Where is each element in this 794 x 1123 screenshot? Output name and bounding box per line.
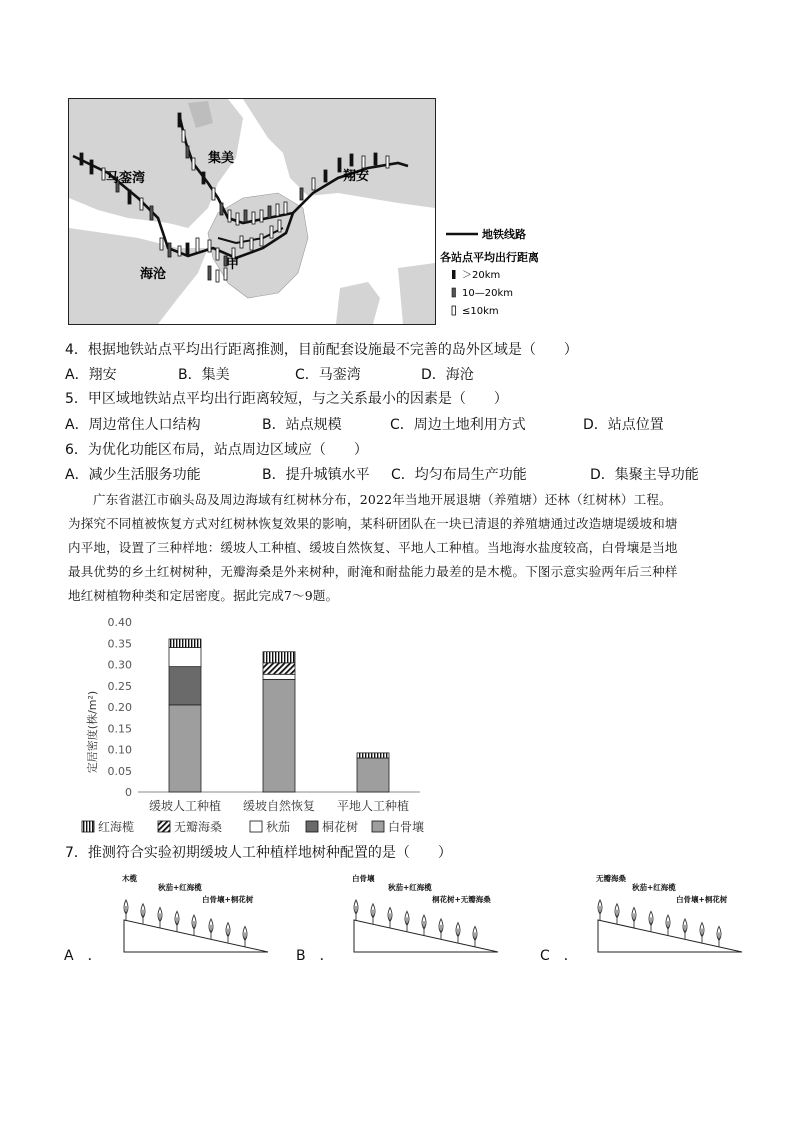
legend-swatch-wubanhaisang [158, 821, 170, 832]
bar-segment [357, 758, 389, 792]
metro-map [68, 98, 538, 326]
q7-option-a[interactable]: A ． [64, 948, 102, 964]
bar-segment [263, 663, 295, 674]
x-tick-label: 缓坡人工种植 [148, 799, 222, 813]
y-tick-label: 0.05 [107, 764, 132, 778]
x-tick-label: 平地人工种植 [336, 799, 410, 813]
q4-option-a[interactable]: A．翔安 [65, 367, 117, 383]
passage-line: 内平地，设置了三种样地：缓坡人工种植、缓坡自然恢复、平地人工种植。当地海水盐度较高，白骨壤是当地 [68, 540, 678, 555]
tree-icon [717, 926, 721, 946]
legend-line-label: 地铁线路 [482, 228, 526, 241]
tree-icon [598, 900, 602, 920]
bar-segment [357, 753, 389, 758]
bar-segment [169, 648, 201, 667]
q4-stem: 4．根据地铁站点平均出行距离推测，目前配套设施最不完善的岛外区域是（ ） [65, 342, 578, 358]
tree-icon [666, 915, 670, 935]
q7-option-c[interactable]: C ． [540, 948, 578, 964]
label-mawan: 马銮湾 [106, 171, 146, 186]
q6-option-d[interactable]: D．集聚主导功能 [590, 467, 699, 483]
legend-le10-label: ≤10km [462, 306, 499, 317]
bar-segment [263, 679, 295, 792]
q5-option-a[interactable]: A．周边常住人口结构 [65, 417, 201, 433]
legend-label-honghailan: 红海榄 [98, 820, 135, 834]
label-xiangan: 翔安 [343, 169, 370, 184]
tree-icon [371, 904, 375, 924]
legend-swatch-honghailan [82, 821, 94, 832]
tree-icon [683, 919, 687, 939]
passage-line: 最具优势的乡土红树树种，无瓣海桑是外来树种，耐淹和耐盐能力最差的是木榄。下图示意实验两年后三种样 [68, 564, 678, 579]
diagram-label: 白骨壤 [352, 874, 375, 883]
tree-icon [649, 911, 653, 931]
y-tick-label: 0.25 [107, 679, 132, 693]
tree-icon [226, 923, 230, 943]
tree-icon [456, 923, 460, 943]
tree-icon [632, 908, 636, 928]
legend-mid-swatch [452, 288, 456, 297]
diagram-label: 白骨壤+桐花树 [202, 895, 254, 904]
y-tick-label: 0.10 [107, 743, 132, 757]
tree-icon [388, 908, 392, 928]
q4-option-b[interactable]: B．集美 [178, 367, 230, 383]
legend-gt20-label: ＞20km [462, 270, 501, 281]
legend-title: 各站点平均出行距离 [440, 251, 538, 264]
bar-segment [169, 705, 201, 792]
tree-icon [175, 911, 179, 931]
q7-option-b[interactable]: B ． [296, 948, 334, 964]
legend-label-tonghuashu: 桐花树 [322, 820, 359, 834]
tree-icon [615, 904, 619, 924]
legend-label-baigurang: 白骨壤 [388, 820, 425, 834]
tree-icon [439, 919, 443, 939]
y-tick-label: 0.35 [107, 637, 132, 651]
bar-segment [169, 639, 201, 648]
tree-icon [473, 926, 477, 946]
diagram-b[interactable] [348, 870, 508, 956]
diagram-label: 秋茄+红海榄 [632, 883, 676, 892]
tree-icon [192, 915, 196, 935]
diagram-label: 秋茄+红海榄 [158, 883, 202, 892]
diagram-label: 木榄 [122, 874, 137, 883]
tree-icon [405, 911, 409, 931]
label-haicang: 海沧 [140, 267, 167, 282]
label-jimei: 集美 [208, 151, 235, 166]
density-chart-svg [80, 612, 480, 840]
diagram-label: 秋茄+红海榄 [388, 883, 432, 892]
y-tick-label: 0.15 [107, 722, 132, 736]
x-tick-label: 缓坡自然恢复 [242, 799, 316, 813]
q5-option-b[interactable]: B．站点规模 [262, 417, 342, 433]
diagram-label: 无瓣海桑 [596, 874, 626, 883]
q5-stem: 5．甲区域地铁站点平均出行距离较短，与之关系最小的因素是（ ） [65, 391, 508, 407]
q6-option-a[interactable]: A．减少生活服务功能 [65, 467, 201, 483]
tree-icon [124, 900, 128, 920]
tree-icon [158, 908, 162, 928]
diagram-label: 桐花树+无瓣海桑 [432, 895, 491, 904]
passage-line: 广东省湛江市硇头岛及周边海域有红树林分布，2022年当地开展退塘（养殖塘）还林（红树林）工程。 [93, 492, 672, 507]
tree-icon [243, 926, 247, 946]
legend-swatch-baigurang [372, 821, 384, 832]
tree-icon [354, 900, 358, 920]
tree-icon [422, 915, 426, 935]
q5-option-c[interactable]: C．周边土地利用方式 [390, 417, 526, 433]
y-tick-label: 0 [125, 786, 132, 799]
diagram-label: 白骨壤+桐花树 [676, 895, 728, 904]
legend-le10-swatch [452, 306, 456, 315]
tree-icon [700, 923, 704, 943]
legend-label-wubanhaisang: 无瓣海桑 [174, 820, 223, 834]
y-tick-label: 0.20 [107, 701, 132, 714]
tree-icon [141, 904, 145, 924]
legend-mid-label: 10—20km [462, 288, 513, 299]
tree-icon [209, 919, 213, 939]
legend-swatch-qiuqie [250, 821, 262, 832]
land-islet-2 [398, 263, 435, 324]
legend-swatch-tonghuashu [306, 821, 318, 832]
q4-option-d[interactable]: D．海沧 [421, 367, 474, 383]
y-tick-label: 0.30 [107, 658, 132, 672]
chart-legend [80, 817, 480, 837]
y-tick-label: 0.40 [107, 616, 132, 629]
legend-label-qiuqie: 秋茄 [266, 820, 291, 834]
q6-stem: 6．为优化功能区布局，站点周边区域应（ ） [65, 442, 368, 458]
diagram-a[interactable] [118, 870, 278, 956]
passage-line: 为探究不同植被恢复方式对红树林恢复效果的影响，某科研团队在一块已清退的养殖塘通过改造塘堤缓坡和塘 [68, 516, 678, 531]
map-legend [440, 227, 538, 317]
q6-option-b[interactable]: B．提升城镇水平 [262, 467, 370, 483]
q5-option-d[interactable]: D．站点位置 [583, 417, 664, 433]
q6-option-c[interactable]: C．均匀布局生产功能 [391, 467, 527, 483]
diagram-c[interactable] [592, 870, 752, 956]
bar-segment [263, 652, 295, 663]
passage [68, 488, 732, 608]
y-axis-label: 定居密度(株/m²) [86, 690, 99, 774]
legend-gt20-swatch [452, 270, 456, 279]
q4-option-c[interactable]: C．马銮湾 [295, 367, 361, 383]
density-chart [80, 612, 480, 840]
bar-segment [263, 674, 295, 679]
passage-line: 地红树植物种类和定居密度。据此完成7～9题。 [68, 588, 339, 603]
label-jia: 甲 [226, 257, 240, 272]
bar-segment [169, 667, 201, 705]
q7-stem: 7．推测符合实验初期缓坡人工种植样地树种配置的是（ ） [65, 845, 452, 861]
metro-map-svg [68, 98, 538, 326]
